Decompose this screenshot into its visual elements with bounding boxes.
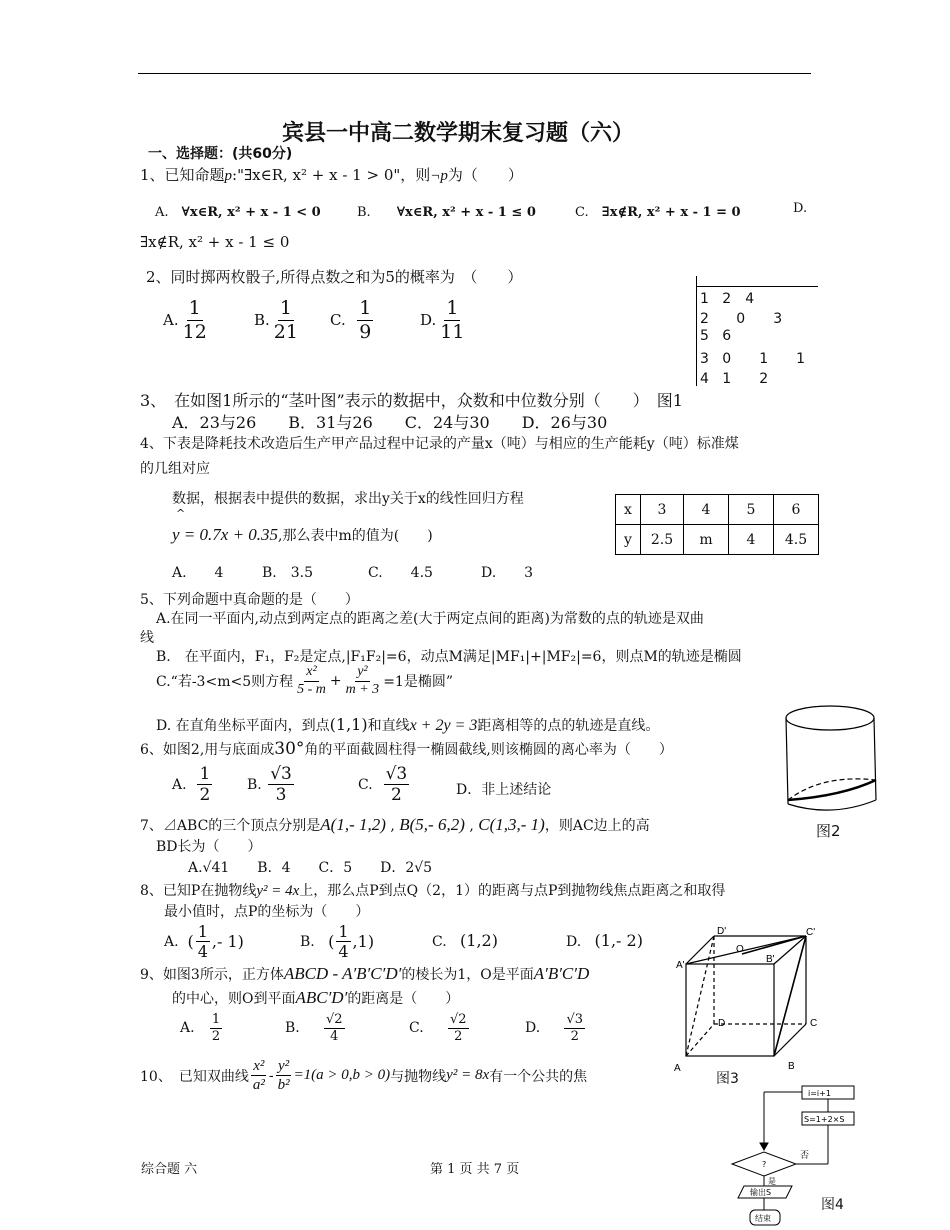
den: b² (277, 1077, 290, 1093)
num: 1 (199, 764, 211, 784)
q9-plane2: ABC′D′ (295, 988, 348, 1007)
num: x² (253, 1058, 265, 1074)
q8-parabola: y² = 4x (256, 883, 300, 899)
q7-point-c: C(1,3,- 1) (478, 815, 545, 834)
q5-option-a-line1: A.在同一平面内,动点到两定点的距离之差(大于两定点间的距离)为常数的点的轨迹是双曲 (156, 611, 704, 627)
table-cell: 4 (729, 525, 774, 555)
q9-plane: A′B′C′D (533, 964, 590, 983)
den: 3 (275, 785, 287, 806)
stem-leaf-row (700, 328, 805, 348)
q8-stem (140, 880, 725, 900)
flowchart-decision-text: ? (762, 1160, 767, 1169)
cylinder-section-back (788, 779, 876, 800)
q8-b-post: ,1) (352, 932, 375, 952)
q1-proposition: "∃x∈R, x² + x - 1 > 0" (237, 166, 401, 184)
q5-c-pre: C.“若-3<m<5则方程 (156, 674, 294, 691)
cube-label-d: D (718, 1018, 726, 1029)
q8-option-a (164, 922, 244, 961)
num: 1 (211, 1012, 221, 1027)
q6-stem-b: 角的平面截圆柱得一椭圆截线,则该椭圆的离心率为（ ） (304, 742, 673, 758)
den: 2 (199, 785, 211, 806)
figure-4-caption: 图4 (821, 1197, 844, 1213)
cube-label-b: B (788, 1061, 795, 1072)
q9-b-label: B. (285, 1020, 300, 1037)
q2-d-label: D. (420, 311, 437, 330)
q1-p: p (224, 168, 233, 184)
stem-leaf-row (700, 288, 805, 308)
q9-a-fraction (210, 1012, 222, 1044)
q9-d-label: D. (525, 1020, 541, 1037)
table-cell: m (684, 525, 729, 555)
q4-option-c: C. 4.5 (368, 565, 433, 581)
leaves: 2 4 (722, 291, 755, 307)
den: 2 (454, 1028, 463, 1044)
q10-stem-a: 10、 已知双曲线 (140, 1068, 249, 1085)
q9-d-fraction (564, 1012, 585, 1044)
table-row (616, 525, 819, 555)
q8-option-c (432, 931, 498, 950)
num: 1 (338, 922, 349, 941)
q1-stem-b: ，则 (400, 166, 431, 184)
q4-option-b: B. 3.5 (262, 565, 314, 581)
table-cell: 6 (774, 495, 819, 525)
q5-option-a-line2: 线 (140, 630, 154, 646)
den: 4 (330, 1028, 339, 1044)
flowchart-output-text: 输出S (750, 1188, 772, 1197)
num: y² (277, 1058, 290, 1074)
flowchart-end-text: 结束 (755, 1214, 771, 1223)
stem: 5 (700, 328, 709, 344)
cube-diagonal (686, 936, 714, 1056)
q6-b-label: B. (247, 776, 262, 793)
q9-option-b (285, 1012, 347, 1044)
flowchart-yes-label: 是 (768, 1177, 776, 1186)
q5-c-fraction-2 (344, 664, 382, 699)
q5-option-b: B. 在平面内，F₁，F₂是定点,|F₁F₂|=6，动点M满足|MF₁|+|MF₂|=6，则点M的轨迹是椭圆 (156, 649, 742, 665)
cube-diagonal (774, 936, 806, 1056)
q8-stem-a: 8、已知P在抛物线 (140, 883, 257, 899)
q6-option-b (247, 764, 296, 806)
figure-2-caption: 图2 (816, 822, 841, 840)
q8-a-post: ,- 1) (211, 932, 244, 952)
q8-stem-b: 上，那么点P到点Q（2，1）的距离与点P到抛物线焦点距离之和取得 (299, 883, 726, 899)
stem-leaf-horizontal-line (696, 286, 818, 287)
flowchart-box1-text: i=i+1 (808, 1089, 831, 1098)
q8-option-d (566, 931, 643, 950)
leaves: 6 (722, 328, 732, 344)
footer-page-number: 第 1 页 共 7 页 (430, 1162, 520, 1177)
q5-option-c (156, 664, 453, 699)
q3-stem: 3、 在如图1所示的“茎叶图”表示的数据中，众数和中位数分别（ ） 图1 (140, 391, 683, 410)
q5-d-line: x + 2y = 3 (409, 717, 478, 734)
leaves: 0 1 1 (722, 351, 806, 367)
num: √2 (326, 1012, 343, 1027)
q4-line2: 的几组对应 (140, 461, 210, 477)
q4-option-d: D. 3 (481, 565, 534, 581)
q2-stem: 2、同时掷两枚骰子,所得点数之和为5的概率为 （ ） (146, 268, 523, 286)
q1-c-text: ∃x∉R, x² + x - 1 = 0 (601, 205, 741, 220)
cylinder-top-ellipse (786, 706, 874, 730)
page-title: 宾县一中高二数学期末复习题（六） (282, 120, 635, 146)
cube-front-face (686, 964, 774, 1056)
cube-label-a: A (674, 1063, 681, 1074)
q10-minus: - (268, 1067, 274, 1084)
q2-a-fraction (181, 297, 209, 344)
q9-cube: ABCD - A′B′C′D′ (283, 964, 402, 983)
q4-hat: ^ (176, 507, 186, 520)
q6-a-fraction (197, 764, 212, 806)
stem: 3 (700, 351, 709, 367)
q7-stem-a: 7、⊿ABC的三个顶点分别是 (140, 818, 321, 834)
num: 1 (188, 297, 201, 319)
cube-label-a1: A' (676, 960, 685, 971)
stem: 4 (700, 371, 709, 387)
den: 2 (211, 1028, 221, 1044)
q1-stem-a: 1、已知命题 (140, 166, 225, 184)
q1-b-label: B. (357, 205, 371, 220)
q1-colon: : (232, 166, 238, 184)
den: 9 (359, 320, 372, 343)
num: y² (355, 664, 369, 682)
num: √3 (566, 1012, 584, 1027)
leaves: 0 3 (722, 311, 783, 327)
q10-condition: =1(a > 0,b > 0) (293, 1067, 391, 1083)
den: 2 (390, 785, 402, 806)
q4-line3: 数据，根据表中提供的数据，求出y关于x的线性回归方程 (172, 491, 524, 507)
q6-stem (140, 739, 673, 759)
q5-stem: 5、下列命题中真命题的是（ ） (140, 592, 359, 608)
q1-c-label: C. (575, 205, 589, 220)
q7-point-b: B(5,- 6,2) (399, 815, 465, 834)
q10-fraction-2 (276, 1057, 292, 1094)
q1-stem-c: 为（ ） (447, 166, 523, 184)
q2-d-fraction (438, 297, 466, 344)
q4-line4: ,那么表中m的值为( ) (278, 528, 433, 544)
table-cell: 5 (729, 495, 774, 525)
q4-data-table (615, 494, 819, 555)
cube-edge (686, 936, 714, 964)
q5-d-pre: D. 在直角坐标平面内，到点 (156, 718, 330, 734)
q1-option-c (575, 201, 741, 220)
q8-a-label: A. (164, 933, 179, 950)
q9-line2-a: 的中心，则O到平面 (172, 991, 296, 1007)
flowchart-no-label: 否 (800, 1151, 810, 1161)
flowchart-arrow (760, 1143, 768, 1150)
q1-option-a (155, 201, 321, 220)
num: x² (304, 664, 318, 682)
q2-option-a (163, 297, 211, 344)
q8-a-pre: ( (187, 932, 194, 952)
cube-label-c: C (810, 1018, 818, 1029)
q6-option-a (172, 764, 214, 806)
table-cell: y (616, 525, 641, 555)
den: 5 - m (297, 681, 326, 697)
table-cell: 4 (684, 495, 729, 525)
q1-b-text: ∀x∈R, x² + x - 1 ≤ 0 (396, 205, 536, 220)
section-heading: 一、选择题：(共60分) (148, 146, 293, 162)
q8-b-label: B. (300, 933, 315, 950)
q5-option-d (156, 715, 659, 735)
q9-a-label: A. (180, 1020, 195, 1037)
q2-c-fraction (357, 297, 373, 344)
stem-leaf-row (700, 368, 805, 388)
den: 4 (197, 942, 208, 962)
q10-stem (140, 1057, 587, 1094)
cube-diagonal (686, 936, 806, 964)
leaves: 1 2 (722, 371, 769, 387)
stem-leaf-row (700, 348, 805, 368)
cube-figure (672, 924, 822, 1074)
q8-b-pre: ( (328, 932, 335, 952)
q9-c-label: C. (409, 1020, 424, 1037)
q5-c-fraction-1 (295, 664, 328, 699)
stem-leaf-vertical-line (696, 276, 697, 386)
den: 12 (182, 320, 207, 343)
q5-c-post: =1是椭圆” (383, 674, 453, 691)
q1-stem (140, 164, 523, 185)
q4-equation-line (172, 525, 433, 545)
figure-3-caption: 图3 (716, 1071, 739, 1087)
q7-line2: BD长为（ ） (156, 839, 262, 855)
cylinder-figure (782, 700, 882, 822)
q1-option-b (357, 201, 536, 220)
cylinder-left-edge (786, 718, 788, 804)
table-cell: 2.5 (641, 525, 684, 555)
q2-option-d (420, 297, 468, 344)
q4-option-a: A. 4 (172, 565, 224, 581)
q8-line2: 最小值时，点P的坐标为（ ） (164, 904, 370, 920)
q6-a-label: A. (172, 776, 187, 793)
q1-option-d-label: D. (793, 201, 808, 216)
q1-a-label: A. (155, 205, 169, 220)
q8-a-fraction (196, 922, 210, 961)
table-cell: 3 (641, 495, 684, 525)
q5-c-plus: + (329, 673, 342, 690)
q10-stem-c: 有一个公共的焦 (489, 1068, 588, 1085)
num: 1 (446, 297, 459, 319)
q7-point-a: A(1,- 1,2) (320, 815, 386, 834)
q1-a-text: ∀x∈R, x² + x - 1 < 0 (181, 205, 321, 220)
cube-label-c1: C' (806, 927, 816, 938)
q5-d-post: 距离相等的点的轨迹是直线。 (477, 718, 660, 734)
den: a² (252, 1077, 265, 1093)
q9-option-c (409, 1012, 471, 1044)
den: 2 (570, 1028, 579, 1044)
q1-option-d: ∃x∉R, x² + x - 1 ≤ 0 (140, 233, 290, 251)
q10-stem-b: 与抛物线 (390, 1068, 447, 1085)
cube-label-d1: D' (717, 926, 727, 937)
q9-option-a (180, 1012, 224, 1044)
num: √3 (385, 764, 408, 784)
q8-c-label: C. (432, 934, 447, 950)
q2-b-label: B. (254, 311, 270, 330)
q6-b-fraction (268, 764, 294, 806)
q5-d-point: (1,1) (329, 715, 368, 734)
q8-d-label: D. (566, 934, 582, 950)
q9-b-fraction (324, 1012, 345, 1044)
q5-d-mid: 和直线 (367, 718, 410, 734)
q8-d-text: (1,- 2) (594, 931, 643, 950)
q6-option-d: D．非上述结论 (456, 782, 552, 798)
q10-fraction-1 (251, 1057, 267, 1094)
cylinder-bottom-arc (788, 800, 876, 810)
den: 21 (273, 320, 298, 343)
q6-option-c (358, 764, 411, 806)
q9-stem-b: 的棱长为1，O是平面 (401, 967, 534, 983)
q8-c-text: (1,2) (460, 931, 498, 950)
cube-label-b1: B' (766, 954, 775, 965)
stem-leaf-row (700, 308, 805, 328)
cube-label-o: O (736, 944, 744, 955)
q2-b-fraction (272, 297, 300, 344)
num: √2 (449, 1012, 467, 1027)
num: 1 (197, 922, 208, 941)
stem-leaf-plot (700, 288, 805, 388)
table-cell: x (616, 495, 641, 525)
q7-stem: 7、⊿ABC的三个顶点分别是A(1,- 1,2) , B(5,- 6,2) , C(1,3,- 1)，则AC边上的高 (140, 815, 650, 834)
q3-options: A．23与26 B．31与26 C．24与30 D．26与30 (172, 413, 608, 432)
stem: 2 (700, 311, 709, 327)
q9-stem (140, 964, 589, 984)
q9-stem-a: 9、如图3所示，正方体 (140, 967, 284, 983)
q9-option-d (525, 1012, 587, 1044)
q6-c-fraction (384, 764, 410, 806)
cylinder-right-edge (874, 718, 876, 800)
den: 11 (440, 320, 465, 343)
den: m + 3 (345, 681, 380, 697)
q4-line1: 4、下表是降耗技术改造后生产甲产品过程中记录的产量x（吨）与相应的生产能耗y（吨）标准煤 (140, 436, 739, 452)
q2-option-b (254, 297, 302, 344)
table-cell: 4.5 (774, 525, 819, 555)
q10-parabola: y² = 8x (446, 1067, 490, 1083)
den: 4 (338, 942, 349, 962)
q9-line2-b: 的距离是（ ） (347, 991, 460, 1007)
q7-options: A.√41 B．4 C．5 D．2√5 (188, 860, 433, 876)
cylinder-section-front (788, 780, 876, 800)
num: 1 (279, 297, 292, 319)
q2-option-c (330, 297, 375, 344)
stem: 1 (700, 291, 709, 307)
header-rule (138, 73, 811, 74)
q8-option-b (300, 922, 374, 961)
num: √3 (270, 764, 292, 784)
table-row (616, 495, 819, 525)
q4-regression-equation: y = 0.7x + 0.35 (172, 525, 279, 544)
q6-angle: 30° (274, 739, 305, 759)
q9-c-fraction (448, 1012, 469, 1044)
q8-b-fraction (336, 922, 350, 961)
flowchart-box2-text: S=1+2×S (804, 1115, 845, 1124)
footer-left: 综合题 六 (141, 1162, 198, 1177)
q9-line2 (172, 988, 459, 1008)
num: 1 (359, 297, 372, 319)
q2-c-label: C. (330, 311, 346, 330)
q7-stem-b: ，则AC边上的高 (544, 818, 650, 834)
q6-c-label: C. (358, 776, 373, 793)
q6-stem-a: 6、如图2,用与底面成 (140, 742, 275, 758)
q1-not-p: ¬p (430, 168, 448, 184)
q2-a-label: A. (163, 311, 179, 330)
